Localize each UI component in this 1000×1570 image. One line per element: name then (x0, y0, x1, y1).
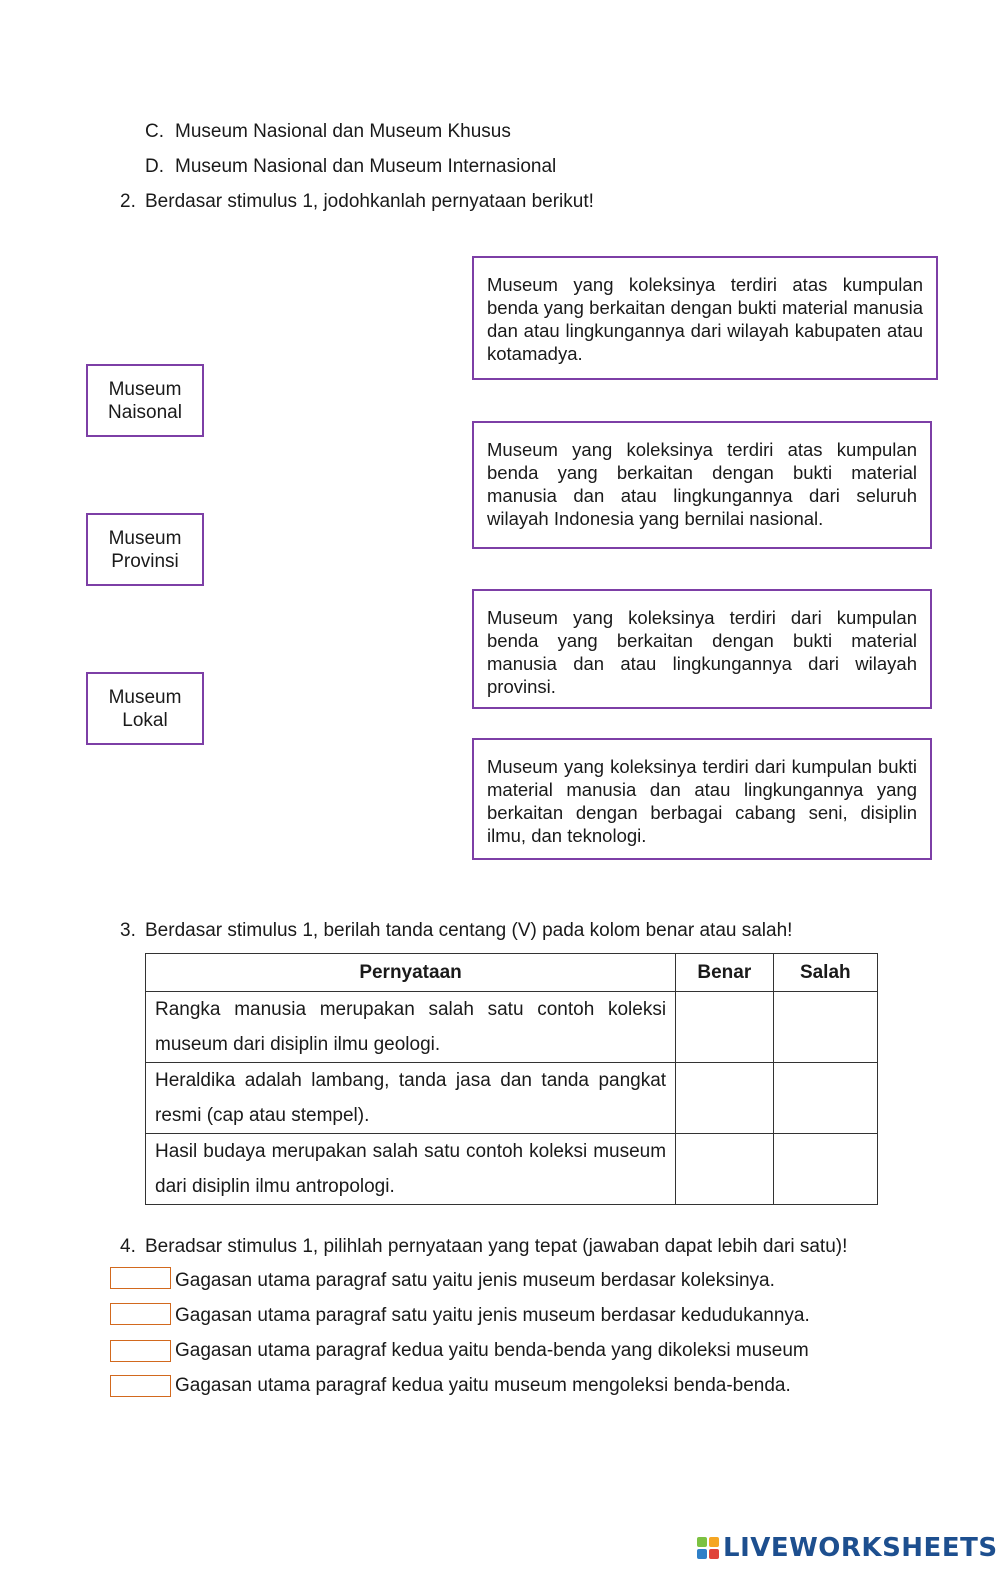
match-left-label: Provinsi (111, 550, 179, 572)
q3-prompt (120, 919, 792, 943)
option-label: Gagasan utama paragraf kedua yaitu benda-benda yang dikoleksi museum (175, 1340, 809, 1361)
option-text: Museum Nasional dan Museum Internasional (175, 156, 557, 177)
question-number: 2. (120, 191, 136, 212)
false-cell[interactable] (773, 992, 877, 1063)
question-text: Beradsar stimulus 1, pilihlah pernyataan yang tepat (jawaban dapat lebih dari satu)! (145, 1236, 848, 1257)
match-right-khusus[interactable] (472, 738, 932, 860)
question-text: Berdasar stimulus 1, jodohkanlah pernyataan berikut! (145, 191, 594, 212)
logo-text: LIVEWORKSHEETS (723, 1533, 998, 1563)
option-text: Museum Nasional dan Museum Khusus (175, 121, 511, 142)
logo-mark-icon (697, 1537, 719, 1559)
match-right-text: Museum yang koleksinya terdiri atas kumpulan benda yang berkaitan dengan bukti material manusia dan atau lingkungannya dari seluruh wilayah Indonesia yang bernilai nasional. (487, 439, 917, 529)
table-row (146, 992, 878, 1063)
header-statement: Pernyataan (146, 954, 676, 992)
false-cell[interactable] (773, 1134, 877, 1205)
table-row (146, 1134, 878, 1205)
match-left-museum-lokal[interactable] (86, 672, 204, 745)
match-right-provinsi[interactable] (472, 589, 932, 709)
match-right-text: Museum yang koleksinya terdiri dari kumpulan benda yang berkaitan dengan bukti material manusia dan atau lingkungannya dari wilayah provinsi. (487, 607, 917, 697)
option-checkbox[interactable] (110, 1267, 171, 1289)
match-right-text: Museum yang koleksinya terdiri atas kumpulan benda yang berkaitan dengan bukti material manusia dan atau lingkungannya dari wilayah kabupaten atau kotamadya. (487, 274, 923, 364)
true-false-table (145, 953, 878, 1205)
option-checkbox[interactable] (110, 1375, 171, 1397)
question-text: Berdasar stimulus 1, berilah tanda centang (V) pada kolom benar atau salah! (145, 920, 793, 941)
option-label: Gagasan utama paragraf satu yaitu jenis museum berdasar koleksinya. (175, 1270, 775, 1291)
option-checkbox[interactable] (110, 1303, 171, 1325)
match-left-label: Naisonal (108, 401, 182, 423)
question-number: 4. (120, 1236, 136, 1257)
liveworksheets-logo (697, 1533, 998, 1563)
match-right-text: Museum yang koleksinya terdiri dari kumpulan bukti material manusia dan atau lingkungannya yang berkaitan dengan berbagai cabang seni, disiplin ilmu, dan teknologi. (487, 756, 917, 846)
true-cell[interactable] (676, 1063, 774, 1134)
statement-cell: Hasil budaya merupakan salah satu contoh koleksi museum dari disiplin ilmu antropologi. (146, 1134, 676, 1205)
match-right-kabupaten[interactable] (472, 256, 938, 380)
option-label: Gagasan utama paragraf satu yaitu jenis museum berdasar kedudukannya. (175, 1305, 810, 1326)
option-checkbox[interactable] (110, 1340, 171, 1362)
match-left-label: Museum (108, 527, 182, 549)
header-false: Salah (773, 954, 877, 992)
header-true: Benar (676, 954, 774, 992)
q1-option-d (145, 155, 556, 179)
statement-cell: Heraldika adalah lambang, tanda jasa dan tanda pangkat resmi (cap atau stempel). (146, 1063, 676, 1134)
option-letter: C. (145, 121, 164, 142)
q2-prompt (120, 190, 594, 214)
option-label: Gagasan utama paragraf kedua yaitu museum mengoleksi benda-benda. (175, 1375, 791, 1396)
true-cell[interactable] (676, 1134, 774, 1205)
match-left-museum-provinsi[interactable] (86, 513, 204, 586)
q4-prompt (120, 1235, 847, 1259)
q1-option-c (145, 120, 511, 144)
statement-cell: Rangka manusia merupakan salah satu contoh koleksi museum dari disiplin ilmu geologi. (146, 992, 676, 1063)
option-letter: D. (145, 156, 164, 177)
true-cell[interactable] (676, 992, 774, 1063)
question-number: 3. (120, 920, 136, 941)
match-left-label: Lokal (122, 709, 168, 731)
table-row (146, 1063, 878, 1134)
match-left-label: Museum (108, 686, 182, 708)
false-cell[interactable] (773, 1063, 877, 1134)
match-left-label: Museum (108, 378, 182, 400)
match-left-museum-nasional[interactable] (86, 364, 204, 437)
match-right-nasional[interactable] (472, 421, 932, 549)
table-header-row (146, 954, 878, 992)
